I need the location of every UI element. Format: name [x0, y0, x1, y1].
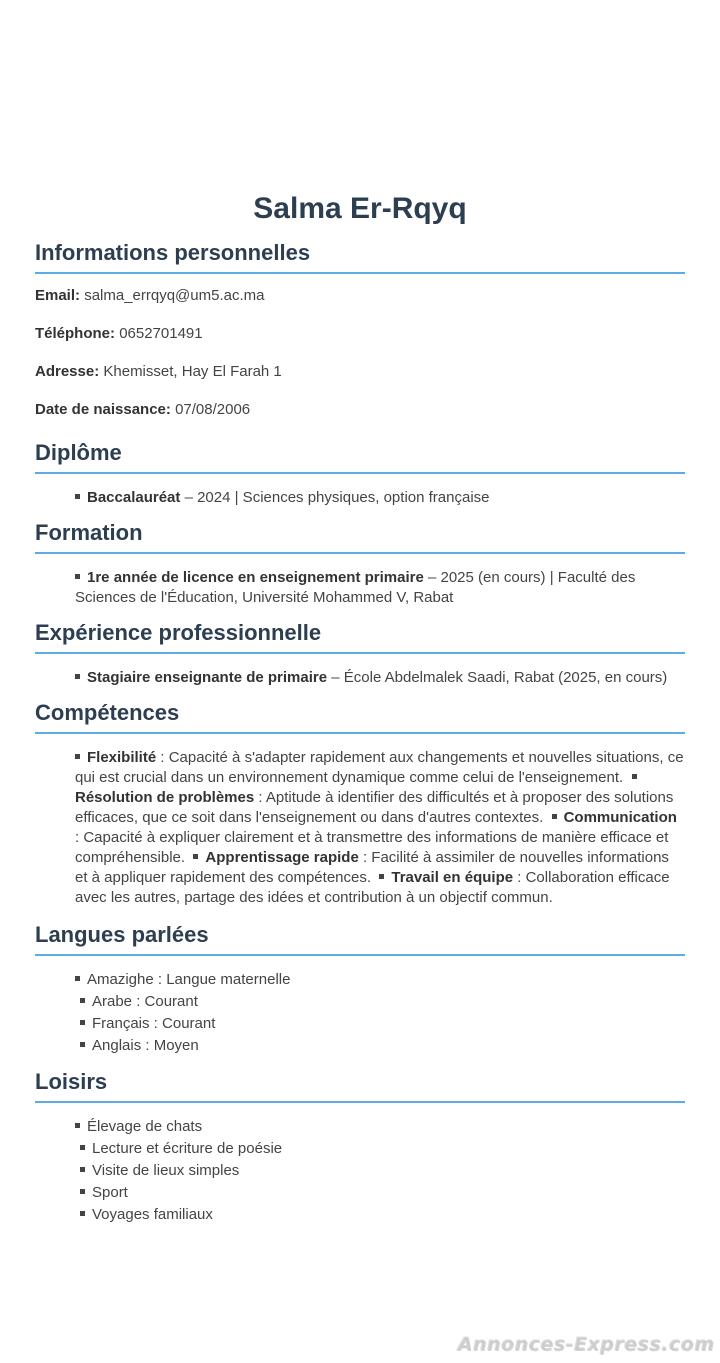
bullet-icon: [75, 574, 80, 579]
experience-role: Stagiaire enseignante de primaire: [87, 669, 328, 686]
list-item: [75, 668, 685, 688]
list-item: [75, 1160, 685, 1182]
bullet-icon: [80, 1020, 85, 1025]
section-title-diplome: Diplôme: [35, 438, 685, 474]
competence-detail: : Capacité à s'adapter rapidement aux changements et nouvelles situations, ce qui est crucial dans un environnement dynamique comme celui de l'enseignement.: [75, 749, 684, 786]
phone-label: Téléphone:: [35, 325, 116, 342]
experience-detail: – École Abdelmalek Saadi, Rabat (2025, en cours): [327, 669, 668, 686]
loisir-text: Lecture et écriture de poésie: [92, 1140, 283, 1157]
competence-name: Apprentissage rapide: [205, 849, 359, 866]
phone-row: [35, 324, 685, 344]
competence-detail: : Aptitude à identifier des difficultés et à proposer des solutions efficaces, que ce soit dans l'enseignement ou dans d'autres contextes.: [75, 789, 674, 826]
bullet-icon: [75, 674, 80, 679]
formation-name: 1re année de licence en enseignement primaire: [87, 569, 424, 586]
bullet-icon: [75, 1123, 80, 1128]
loisir-text: Voyages familiaux: [92, 1206, 213, 1223]
bullet-icon: [80, 1145, 85, 1150]
formation-detail: – 2025 (en cours) | Faculté des Sciences de l'Éducation, Université Mohammed V, Rabat: [75, 569, 636, 606]
list-item: [75, 488, 685, 508]
loisirs-list: [35, 1116, 685, 1226]
list-item: [75, 1182, 685, 1204]
section-title-langues: Langues parlées: [35, 920, 685, 956]
birthdate-value: 07/08/2006: [175, 401, 251, 418]
diplome-detail: – 2024 | Sciences physiques, option française: [180, 489, 490, 506]
loisir-text: Élevage de chats: [87, 1118, 203, 1135]
bullet-icon: [80, 1167, 85, 1172]
bullet-icon: [75, 754, 80, 759]
address-row: [35, 362, 685, 382]
address-value: Khemisset, Hay El Farah 1: [103, 363, 282, 380]
birthdate-row: [35, 400, 685, 420]
email-row: [35, 286, 685, 306]
list-item: [75, 1035, 685, 1057]
watermark-logo: Annonces-Express.com: [457, 1333, 714, 1355]
langue-text: Anglais : Moyen: [92, 1037, 199, 1054]
langues-list: [35, 969, 685, 1057]
competence-name: Flexibilité: [87, 749, 157, 766]
bullet-icon: [193, 854, 198, 859]
list-item: [75, 568, 685, 608]
section-title-loisirs: Loisirs: [35, 1067, 685, 1103]
cv-page: [35, 190, 685, 1236]
bullet-icon: [75, 494, 80, 499]
formation-list: [35, 568, 685, 608]
bullet-icon: [80, 998, 85, 1003]
langue-text: Arabe : Courant: [92, 993, 198, 1010]
email-value: salma_errqyq@um5.ac.ma: [84, 287, 265, 304]
competence-name: Résolution de problèmes: [75, 789, 255, 806]
phone-value: 0652701491: [119, 325, 203, 342]
email-label: Email:: [35, 287, 81, 304]
list-item: [75, 1138, 685, 1160]
section-title-competences: Compétences: [35, 698, 685, 734]
person-name: Salma Er-Rqyq: [253, 192, 467, 225]
competences-list: [35, 748, 685, 908]
competence-detail: : Capacité à expliquer clairement et à transmettre des informations de manière efficace et compréhensible.: [75, 829, 669, 866]
address-label: Adresse:: [35, 363, 100, 380]
competence-name: Travail en équipe: [391, 869, 514, 886]
list-item: [75, 1116, 685, 1138]
bullet-icon: [80, 1042, 85, 1047]
bullet-icon: [552, 814, 557, 819]
bullet-icon: [379, 874, 384, 879]
experience-list: [35, 668, 685, 688]
bullet-icon: [80, 1189, 85, 1194]
list-item: [75, 1013, 685, 1035]
list-item: [75, 991, 685, 1013]
section-title-formation: Formation: [35, 518, 685, 554]
bullet-icon: [80, 1211, 85, 1216]
competence-detail: : Collaboration efficace avec les autres, partage des idées et contribution à un objectif commun.: [75, 869, 670, 906]
section-title-experience: Expérience professionnelle: [35, 618, 685, 654]
birthdate-label: Date de naissance:: [35, 401, 171, 418]
list-item: [75, 969, 685, 991]
loisir-text: Visite de lieux simples: [92, 1162, 240, 1179]
section-title-personal: Informations personnelles: [35, 238, 685, 274]
langue-text: Français : Courant: [92, 1015, 216, 1032]
bullet-icon: [632, 774, 637, 779]
diplome-list: [35, 488, 685, 508]
list-item: [75, 1204, 685, 1226]
competence-detail: : Facilité à assimiler de nouvelles informations et à appliquer rapidement des compétences.: [75, 849, 669, 886]
langue-text: Amazighe : Langue maternelle: [87, 971, 291, 988]
diplome-name: Baccalauréat: [87, 489, 181, 506]
bullet-icon: [75, 976, 80, 981]
loisir-text: Sport: [92, 1184, 128, 1201]
personal-info: [35, 286, 685, 420]
competence-name: Communication: [563, 809, 677, 826]
